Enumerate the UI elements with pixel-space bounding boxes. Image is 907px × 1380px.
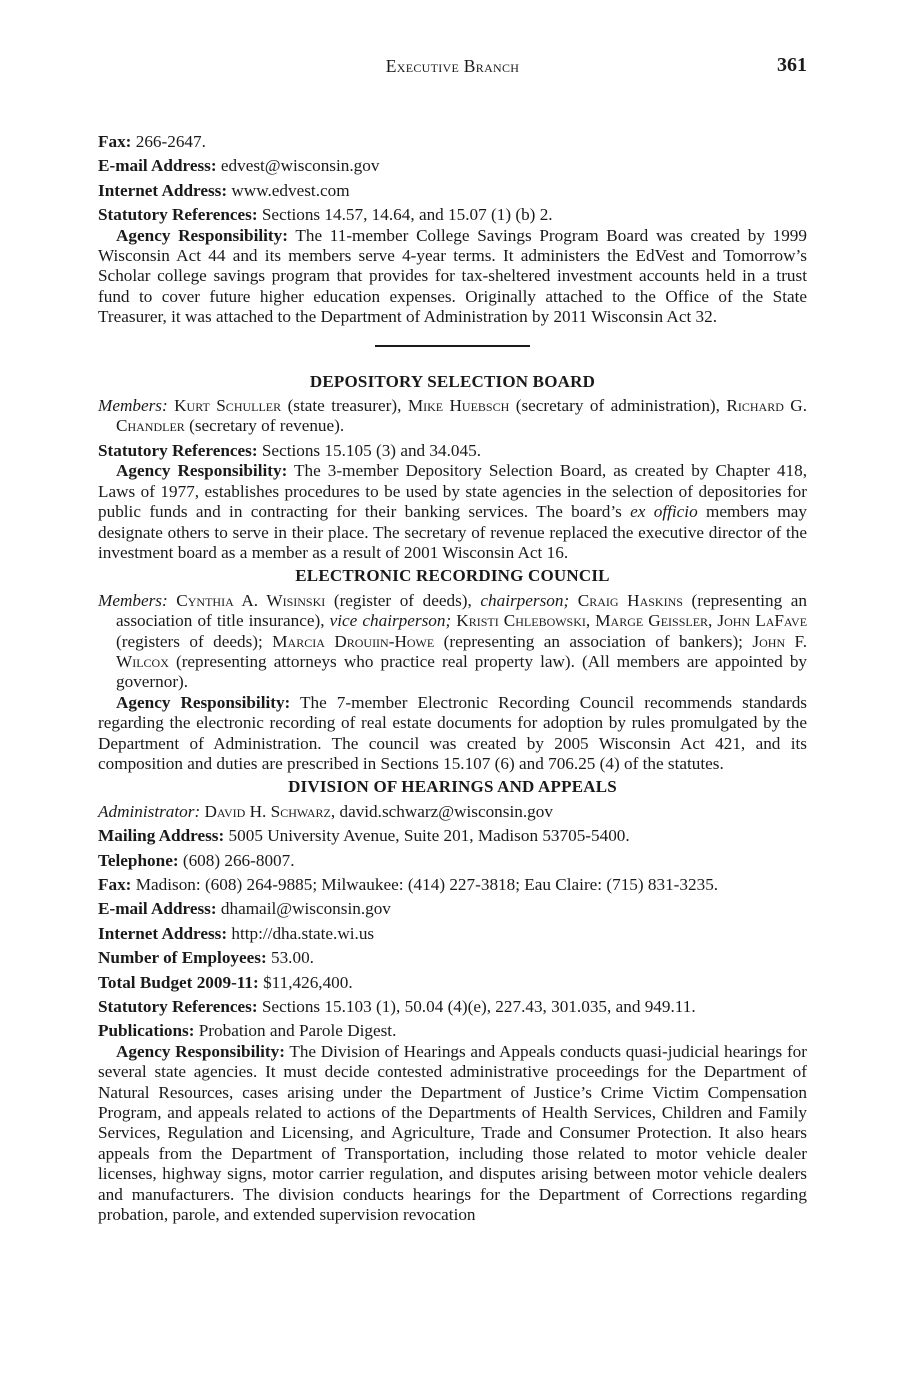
email-label: E-mail Address:: [98, 899, 217, 919]
fax-line: [98, 132, 807, 152]
members-label: Members:: [98, 396, 168, 416]
budget-line: [98, 973, 807, 993]
member-name: Marcia Drouiin-Howe: [272, 631, 435, 651]
telephone-line: [98, 851, 807, 871]
fax-line: [98, 875, 807, 895]
internet-label: Internet Address:: [98, 923, 228, 943]
mailing-line: [98, 826, 807, 846]
members-line: [98, 396, 807, 437]
member-role: (representing an association of title insurance),: [116, 590, 808, 631]
members-label: Members:: [98, 590, 168, 610]
section-heading-depository: DEPOSITORY SELECTION BOARD: [309, 371, 596, 391]
agency-responsibility: [98, 693, 807, 775]
running-head: Executive Branch: [385, 56, 520, 76]
agency-responsibility: [98, 1042, 807, 1226]
member-title: vice chairperson;: [329, 611, 452, 631]
email-value: dhamail@wisconsin.gov: [220, 899, 391, 919]
fax-value: Madison: (608) 264-9885; Milwaukee: (414) 227-3818; Eau Claire: (715) 831-3235.: [135, 875, 719, 894]
internet-value: www.edvest.com: [231, 180, 350, 200]
agency-text: The Division of Hearings and Appeals conducts quasi-judicial hearings for several state agencies. It must decide contested administrative proceedings for the Department of Natural Resources, cases arising under the Department of Justice’s Crime Victim Compensation Program, and appeals related to actions of the Departments of Health Services, Children and Family Services, Regulation and Licensing, and Agriculture, Trade and Consumer Protection. It also hears appeals from the Department of Transportation, including those related to motor vehicle dealer licenses, highway signs, motor carrier regulation, and disputes arising between motor vehicle dealers and manufacturers. The division conducts hearings for the Department of Corrections regarding probation, parole, and extended supervision revocation: [98, 1041, 807, 1225]
agency-label: Agency Responsibility:: [116, 1041, 285, 1061]
member-role: (state treasurer),: [287, 396, 402, 416]
agency-label: Agency Responsibility:: [116, 461, 288, 481]
agency-text: The 3-member Depository Selection Board, as created by Chapter 418, Laws of 1977, establishes procedures to be used by state agencies in the selection of depositories for public funds and in contracting for their banking services. The board’s: [98, 461, 807, 522]
section-heading-hearings: DIVISION OF HEARINGS AND APPEALS: [288, 777, 617, 797]
agency-label: Agency Responsibility:: [116, 225, 288, 245]
member-name: John F. Wilcox: [116, 631, 808, 671]
member-name: Kristi Chlebowski, Marge Geissler, John LaFave: [456, 611, 808, 631]
statutory-line: [98, 997, 807, 1017]
statutory-value: Sections 14.57, 14.64, and 15.07 (1) (b) 2.: [261, 205, 553, 225]
budget-value: $11,426,400.: [263, 972, 353, 992]
member-title: chairperson;: [480, 590, 570, 610]
member-role: (secretary of revenue).: [189, 416, 345, 436]
fax-label: Fax:: [98, 875, 132, 894]
member-name: Craig Haskins: [577, 590, 683, 610]
members-line: [98, 591, 807, 693]
page-content: [98, 132, 807, 1226]
publications-value: Probation and Parole Digest.: [198, 1021, 397, 1041]
mailing-value: 5005 University Avenue, Suite 201, Madison 53705-5400.: [228, 826, 630, 846]
email-label: E-mail Address:: [98, 156, 217, 176]
member-name: Cynthia A. Wisinski: [176, 590, 326, 610]
email-line: [98, 156, 807, 176]
budget-label: Total Budget 2009-11:: [98, 972, 259, 992]
internet-value: http://dha.state.wi.us: [231, 923, 375, 943]
administrator-label: Administrator:: [98, 801, 201, 821]
member-role: (secretary of administration),: [515, 396, 720, 416]
member-role: (representing attorneys who practice real property law). (All members are appointed by governor).: [116, 651, 808, 692]
statutory-label: Statutory References:: [98, 205, 258, 225]
agency-text: The 11-member College Savings Program Board was created by 1999 Wisconsin Act 44 and its members serve 4-year terms. It administers the EdVest and Tomorrow’s Scholar college savings program that provides for tax-sheltered investment accounts held in a trust fund to cover future higher education expenses. Originally attached to the Office of the State Treasurer, it was attached to the Department of Administration by 2011 Wisconsin Act 32.: [98, 225, 807, 327]
agency-text: members may designate others to serve in their place. The secretary of revenue replaced the executive director of the investment board as a member as a result of 2001 Wisconsin Act 16.: [98, 502, 807, 562]
employees-label: Number of Employees:: [98, 948, 267, 968]
member-name: Mike Huebsch: [407, 396, 510, 416]
fax-label: Fax:: [98, 132, 132, 151]
agency-italic: ex officio: [630, 502, 698, 522]
mailing-label: Mailing Address:: [98, 826, 225, 846]
member-role: (registers of deeds);: [116, 631, 263, 651]
member-name: Richard G. Chandler: [116, 396, 808, 436]
publications-label: Publications:: [98, 1021, 195, 1041]
agency-responsibility: [98, 226, 807, 328]
internet-label: Internet Address:: [98, 180, 228, 200]
publications-line: [98, 1021, 807, 1041]
administrator-line: [98, 802, 807, 822]
member-role: (register of deeds),: [333, 590, 472, 610]
employees-value: 53.00.: [270, 948, 314, 968]
page-number: 361: [777, 54, 807, 76]
telephone-label: Telephone:: [98, 850, 179, 870]
administrator-name: David H. Schwarz,: [204, 801, 336, 821]
agency-responsibility: [98, 461, 807, 563]
internet-line: [98, 924, 807, 944]
section-divider: [375, 345, 530, 347]
agency-label: Agency Responsibility:: [116, 692, 291, 712]
administrator-email: david.schwarz@wisconsin.gov: [339, 801, 553, 821]
section-heading-electronic: ELECTRONIC RECORDING COUNCIL: [295, 566, 610, 586]
statutory-label: Statutory References:: [98, 440, 258, 460]
statutory-value: Sections 15.105 (3) and 34.045.: [261, 440, 481, 460]
email-line: [98, 899, 807, 919]
page-header: [98, 56, 807, 80]
statutory-line: [98, 441, 807, 461]
statutory-label: Statutory References:: [98, 997, 258, 1017]
internet-line: [98, 181, 807, 201]
statutory-line: [98, 205, 807, 225]
email-value: edvest@wisconsin.gov: [220, 156, 380, 176]
agency-text: The 7-member Electronic Recording Council recommends standards regarding the electronic recording of real estate documents for adoption by rules promulgated by the Department of Administration. The council was created by 2005 Wisconsin Act 421, and its composition and duties are prescribed in Sections 15.107 (6) and 706.25 (4) of the statutes.: [98, 692, 807, 773]
telephone-value: (608) 266-8007.: [182, 850, 295, 870]
fax-value: 266-2647.: [135, 132, 206, 151]
member-name: Kurt Schuller: [174, 396, 282, 416]
statutory-value: Sections 15.103 (1), 50.04 (4)(e), 227.43, 301.035, and 949.11.: [261, 997, 696, 1017]
member-role: (representing an association of bankers);: [443, 631, 743, 651]
employees-line: [98, 948, 807, 968]
